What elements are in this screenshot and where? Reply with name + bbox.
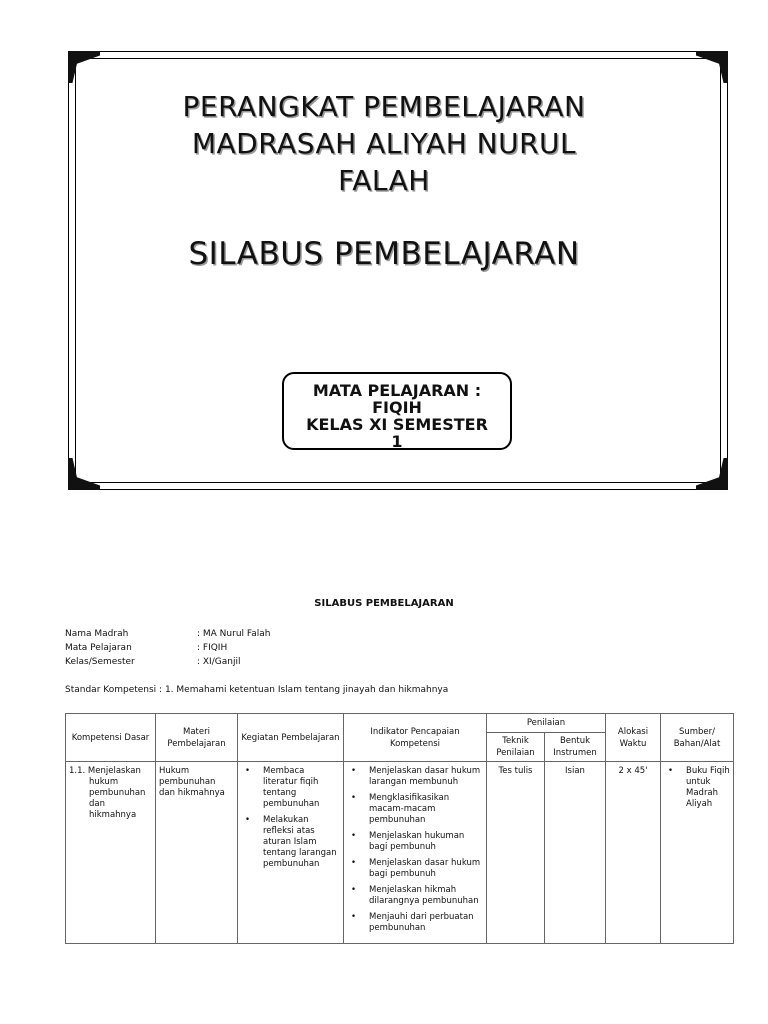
kd-text: 1.1. Menjelaskan hukum pembunuhan dan hikmahnya xyxy=(69,766,146,820)
indikator-list xyxy=(347,766,483,934)
list-item: • Menjelaskan dasar hukum larangan membunuh xyxy=(369,766,483,788)
cell-materi: Hukum pembunuhan dan hikmahnya xyxy=(156,762,238,944)
list-item: • Menjelaskan hikmah dilarangnya pembunuhan xyxy=(369,885,483,907)
cell-sumber xyxy=(661,762,734,944)
list-item: • Mengklasifikasikan macam-macam pembunuhan xyxy=(369,793,483,826)
cover-title xyxy=(90,88,678,199)
subject-box-line: 1 xyxy=(391,432,403,451)
cell-indikator xyxy=(344,762,487,944)
info-label: Nama Madrah xyxy=(65,629,129,639)
cell-kegiatan xyxy=(238,762,344,944)
header-kd: Kompetensi Dasar xyxy=(66,714,156,762)
subject-box xyxy=(282,372,512,450)
header-alokasi: Alokasi Waktu xyxy=(606,714,661,762)
subject-box-line: MATA PELAJARAN : xyxy=(312,381,482,400)
header-indikator: Indikator Pencapaian Kompetensi xyxy=(344,714,487,762)
subject-box-line: FIQIH xyxy=(372,398,422,417)
cover-title-line: FALAH xyxy=(338,164,430,197)
list-item: • Membaca literatur fiqih tentang pembunuhan xyxy=(263,766,340,810)
table-row xyxy=(66,762,734,944)
list-item: • Menjauhi dari perbuatan pembunuhan xyxy=(369,912,483,934)
header-bentuk: Bentuk Instrumen xyxy=(545,733,606,762)
cover-title-line: MADRASAH ALIYAH NURUL xyxy=(191,127,577,160)
cell-kd xyxy=(66,762,156,944)
list-item: • Melakukan refleksi atas aturan Islam tentang larangan pembunuhan xyxy=(263,815,340,870)
syllabus-title: SILABUS PEMBELAJARAN xyxy=(314,598,454,609)
list-item: • Menjelaskan dasar hukum bagi pembunuh xyxy=(369,858,483,880)
cover-subtitle: SILABUS PEMBELAJARAN xyxy=(188,236,580,272)
kegiatan-list xyxy=(241,766,340,870)
cell-bentuk: Isian xyxy=(545,762,606,944)
list-item: • Buku Fiqih untuk Madrah Aliyah xyxy=(686,766,730,810)
sumber-list xyxy=(664,766,730,810)
cover-title-line: PERANGKAT PEMBELAJARAN xyxy=(182,90,586,123)
info-label: Mata Pelajaran xyxy=(65,643,132,653)
header-materi: Materi Pembelajaran xyxy=(156,714,238,762)
info-block xyxy=(65,627,270,669)
header-teknik: Teknik Penilaian xyxy=(487,733,545,762)
cell-alokasi: 2 x 45' xyxy=(606,762,661,944)
header-penilaian: Penilaian xyxy=(487,714,606,733)
info-row xyxy=(65,627,270,641)
info-value: : FIQIH xyxy=(197,643,228,653)
info-row xyxy=(65,655,270,669)
cell-teknik: Tes tulis xyxy=(487,762,545,944)
header-sumber: Sumber/ Bahan/Alat xyxy=(661,714,734,762)
syllabus-table xyxy=(65,713,734,944)
info-row xyxy=(65,641,270,655)
info-value: : MA Nurul Falah xyxy=(197,629,271,639)
header-kegiatan: Kegiatan Pembelajaran xyxy=(238,714,344,762)
standard-competency: Standar Kompetensi : 1. Memahami ketentuan Islam tentang jinayah dan hikmahnya xyxy=(65,685,449,695)
list-item: • Menjelaskan hukuman bagi pembunuh xyxy=(369,831,483,853)
table-header-row xyxy=(66,714,734,733)
info-label: Kelas/Semester xyxy=(65,657,135,667)
info-value: : XI/Ganjil xyxy=(197,657,241,667)
subject-box-line: KELAS XI SEMESTER xyxy=(306,415,488,434)
